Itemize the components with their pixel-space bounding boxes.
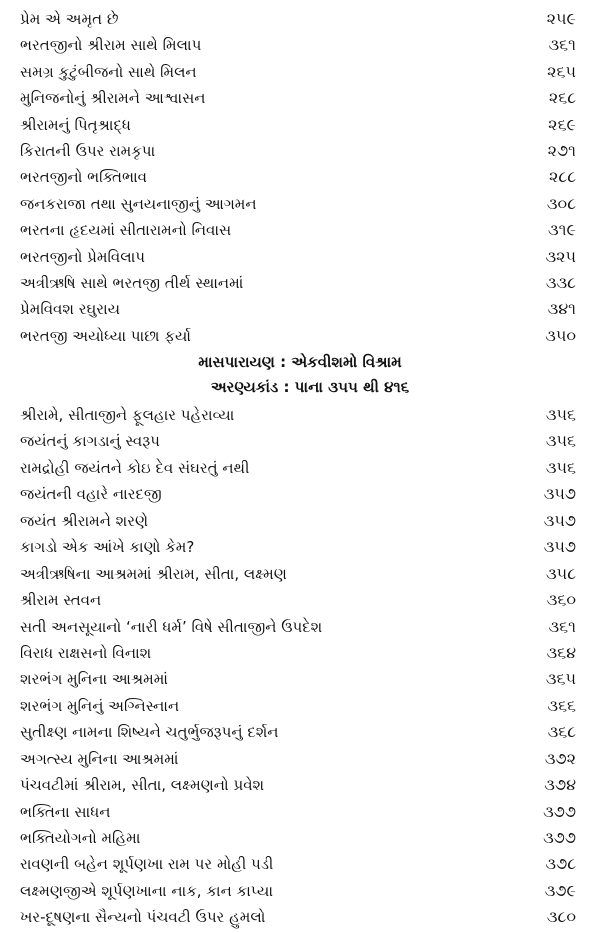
page-number: ૩૬૦ [546,590,576,610]
list-item [0,640,600,666]
chapter-title: ખર-દૂષણના સૈન્યનો પંચવટી ઉપર હુમલો [20,908,266,927]
chapter-title: ભરતજીનો ભક્તિભાવ [20,168,147,187]
page-number: ૩૫૬ [545,431,576,451]
page-number: ૨૬૫ [547,61,576,81]
list-item [0,561,600,587]
page-number: ૩૬૧ [548,616,576,636]
list-item [0,851,600,877]
chapter-title: કાગડો એક આંખે કાણો કેમ? [20,538,195,557]
chapter-title: અગત્સ્ય મુનિના આશ્રમમાં [20,749,179,768]
page-number: ૩૬૬ [547,695,576,715]
chapter-title: પ્રેમવિવશ રઘુરાય [20,300,121,319]
chapter-title: અત્રીઋષિના આશ્રમમાં શ્રીરામ, સીતા, લક્ષ્મણ [20,564,287,583]
page-number: ૩૫૭ [543,510,576,530]
contents-list-part-2 [0,402,600,931]
page-number: ૩૨૫ [545,246,576,266]
chapter-title: મુનિજનોનું શ્રીરામને આશ્વાસન [20,89,206,108]
chapter-title: જનકરાજા તથા સુનયનાજીનું આગમન [20,194,257,213]
list-item [0,693,600,719]
page-number: ૩૭૨ [544,748,576,768]
list-item [0,191,600,217]
chapter-title: શ્રીરામનું પિતૃશ્રાદ્ધ [20,115,131,134]
chapter-title: જયંતનું કાગડાનું સ્વરૂપ [20,432,160,451]
chapter-title: અત્રીઋષિ સાથે ભરતજી તીર્થ સ્થાનમાં [20,273,244,292]
list-item [0,534,600,560]
page-number: ૩૫૬ [545,405,576,424]
page-number: ૩૭૪ [544,775,576,795]
list-item [0,746,600,772]
list-item [0,428,600,454]
list-item [0,455,600,481]
page-number: ૩૭૭ [543,828,576,847]
chapter-title: કિરાતની ઉપર રામકૃપા [20,141,156,160]
list-item [0,481,600,507]
page-number: ૩૦૮ [546,193,576,213]
chapter-title: રામદ્રોહી જયંતને કોઇ દેવ સંઘરતું નથી [20,458,250,477]
list-item [0,878,600,904]
list-item [0,666,600,692]
chapter-title: જયંત શ્રીરામને શરણે [20,511,149,530]
page-number: ૩૫૭ [543,537,576,557]
list-item [0,772,600,798]
list-item [0,587,600,613]
chapter-title: પ્રેમ એ અમૃત છે [20,10,119,28]
list-item [0,164,600,190]
page-number: ૩૭૭ [543,801,576,821]
list-item [0,719,600,745]
chapter-title: શ્રીરામે, સીતાજીને ફૂલહાર પહેરાવ્યા [20,406,235,424]
chapter-title: સુતીક્ષ્ણ નામના શિષ્યને ચતુર્ભુજરૂપનું દર્શન [20,723,279,742]
chapter-title: ભરતજી અયોધ્યા પાછા ફર્યા [20,326,191,345]
list-item [0,270,600,296]
chapter-title: શરભંગ મુનિના આશ્રમમાં [20,670,168,689]
list-item [0,825,600,851]
page-number: ૩૬૮ [547,722,576,742]
list-item [0,614,600,640]
chapter-title: રાવણની બહેન શૂર્પણખા રામ પર મોહી પડી [20,855,274,874]
chapter-title: ભરતના હૃદયમાં સીતારામનો નિવાસ [20,221,232,240]
chapter-title: ભક્તિના સાધન [20,802,111,821]
chapter-title: ભક્તિયોગનો મહિમા [20,829,141,847]
list-item [0,244,600,270]
list-item [0,402,600,428]
list-item [0,296,600,322]
list-item [0,799,600,825]
chapter-title: શરભંગ મુનિનું અગ્નિસ્નાન [20,696,180,715]
page-number: ૩૮૦ [546,907,576,927]
page-number: ૩૫૬ [545,457,576,477]
chapter-title: ભરતજીનો શ્રીરામ સાથે મિલાપ [20,36,202,55]
chapter-title: શ્રીરામ સ્તવન [20,591,102,610]
masparayan-heading: માસપારાયણ : એકવીશમો વિશ્રામ [198,353,402,371]
list-item [0,138,600,164]
page-number: ૩૫૮ [546,563,576,583]
contents-list-part-1 [0,6,600,349]
chapter-title: ભરતજીનો પ્રેમવિલાપ [20,247,145,266]
page-number: ૩૬૫ [545,669,576,689]
list-item [0,85,600,111]
page-number: ૩૬૧ [548,35,576,55]
page-number: ૩૧૯ [548,220,576,240]
page-number: ૩૭૮ [545,854,576,874]
list-item [0,508,600,534]
kand-heading: અરણ્યકાંડ : પાના ૩૫૫ થી ૪૧૬ [210,378,410,396]
chapter-title: જયંતની વહારે નારદજી [20,485,162,504]
chapter-title: સમગ્ર કુટુંબીજનો સાથે મિલન [20,62,197,81]
page-number: ૨૮૮ [549,167,576,187]
page-number: ૨૭૧ [547,140,576,160]
chapter-title: સતી અનસૂયાનો ‘નારી ધર્મ’ વિષે સીતાજીને ઉપદેશ [20,617,323,636]
page-number: ૩૫૭ [543,484,576,504]
page-number: ૨૬૮ [548,88,576,108]
list-item [0,32,600,58]
page-number: ૩૩૮ [545,272,576,292]
page-number: ૨૬૯ [548,114,576,134]
page-number: ૩૪૧ [547,299,576,319]
chapter-title: વિરાધ રાક્ષસનો વિનાશ [20,643,152,662]
list-item [0,59,600,85]
list-item [0,112,600,138]
list-item [0,323,600,349]
page-number: ૩૬૪ [546,642,576,662]
section-divider [0,350,600,400]
page-number: ૩૭૯ [544,880,576,900]
chapter-title: લક્ષ્મણજીએ શૂર્પણખાના નાક, કાન કાપ્યા [20,881,274,900]
page-number: ૨૫૯ [546,9,576,28]
page-number: ૩૫૦ [545,325,576,345]
list-item [0,904,600,930]
list-item [0,6,600,32]
list-item [0,217,600,243]
chapter-title: પંચવટીમાં શ્રીરામ, સીતા, લક્ષ્મણનો પ્રવેશ [20,776,265,795]
